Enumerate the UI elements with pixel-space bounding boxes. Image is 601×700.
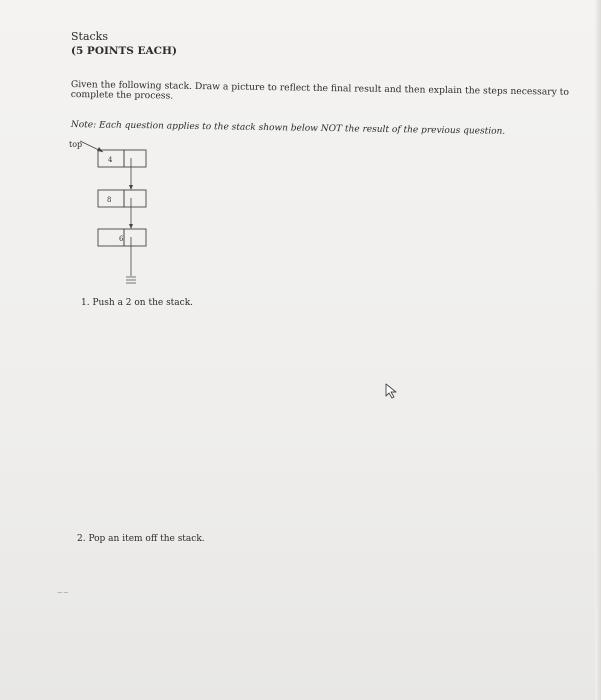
top-pointer-label: top	[69, 140, 83, 149]
node-next-cell	[124, 190, 146, 207]
mouse-cursor-icon	[385, 383, 399, 399]
node-next-cell	[124, 229, 146, 246]
node-value: 4	[108, 156, 113, 164]
node-value: 6	[119, 235, 124, 243]
stack-node	[98, 190, 146, 207]
stack-node	[98, 229, 146, 246]
question-1: 1. Push a 2 on the stack.	[81, 298, 194, 308]
next-pointer-head	[129, 185, 133, 190]
question-2: 2. Pop an item off the stack.	[77, 534, 205, 544]
stray-pen-mark: ~~	[57, 589, 69, 597]
note-text: Note: Each question applies to the stack shown below NOT the result of the previous question.	[70, 120, 506, 137]
node-next-cell	[124, 150, 146, 167]
instructions-text: Given the following stack. Draw a picture to reflect the final result and then explain the steps necessary to complete the process.	[70, 79, 570, 102]
stack-node	[98, 150, 146, 167]
section-heading: Stacks	[71, 30, 108, 43]
points-label: (5 POINTS EACH)	[71, 45, 177, 57]
next-pointer-head	[129, 224, 133, 229]
node-value: 8	[107, 196, 112, 204]
null-ground-icon	[126, 277, 136, 283]
